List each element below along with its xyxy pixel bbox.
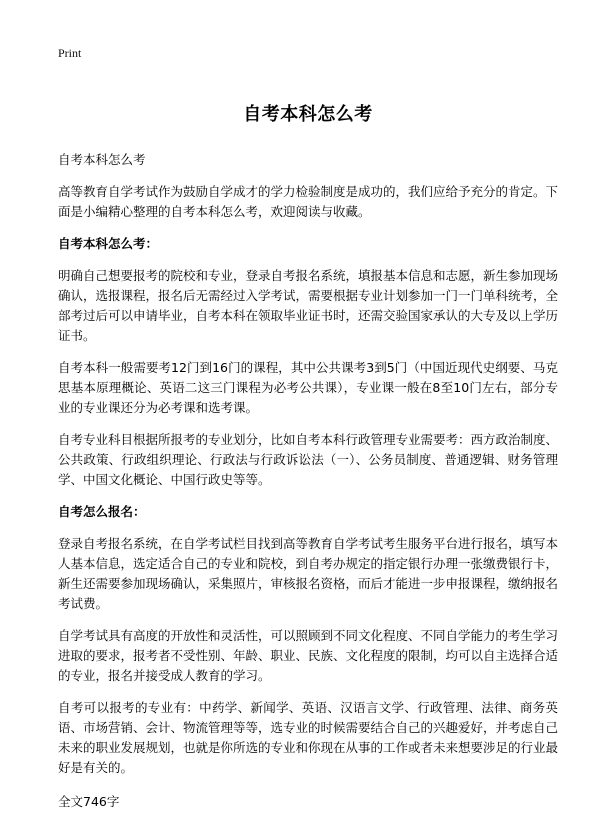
section1-paragraph-2: 自考本科一般需要考12门到16门的课程，其中公共课考3到5门（中国近现代史纲要、马克思基本原理概论、英语二这三门课程为必考公共课），专业课一般在8至10门左右，部分专业的专业课还分为必考课和选考课。: [58, 360, 558, 415]
section1-paragraph-3: 自考专业科目根据所报考的专业划分，比如自考本科行政管理专业需要考：西方政治制度、公共政策、行政组织理论、行政法与行政诉讼法（一）、公务员制度、普通逻辑、财务管理学、中国文化概论、中国行政史等等。: [58, 432, 559, 487]
word-count: 全文746字: [58, 794, 120, 809]
article-title: 自考本科怎么考: [243, 104, 373, 125]
top-spacer: [58, 46, 558, 66]
article-subtitle: 自考本科怎么考: [58, 152, 146, 167]
section2-paragraph-3: 自考可以报考的专业有：中药学、新闻学、英语、汉语言文学、行政管理、法律、商务英语、市场营销、会计、物流管理等等，选专业的时候需要结合自己的兴趣爱好，并考虑自己未来的职业发展规划，也就是你所选的专业和你现在从事的工作或者未来想要涉足的行业最好是有关的。: [58, 700, 559, 775]
section-heading-how-to-register: 自考怎么报名：: [58, 504, 146, 519]
intro-paragraph: 高等教育自学考试作为鼓励自学成才的学力检验制度是成功的，我们应给予充分的肯定。下面是小编精心整理的自考本科怎么考，欢迎阅读与收藏。: [58, 184, 559, 219]
section1-paragraph-1: 明确自己想要报考的院校和专业，登录自考报名系统，填报基本信息和志愿，新生参加现场确认，选报课程，报名后无需经过入学考试，需要根据专业计划参加一门一门单科统考，全部考过后可以申请毕业，自考本科在领取毕业证书时，还需交验国家承认的大专及以上学历证书。: [58, 268, 559, 343]
section-heading-how-to-take: 自考本科怎么考：: [58, 236, 159, 251]
print-link[interactable]: Print: [58, 46, 82, 60]
section2-paragraph-1: 登录自考报名系统，在自学考试栏目找到高等教育自学考试考生服务平台进行报名，填写本人基本信息，选定适合自己的专业和院校，到自考办规定的指定银行办理一张缴费银行卡，新生还需要参加现场确认，采集照片，审核报名资格，而后才能进一步申报课程，缴纳报名考试费。: [58, 536, 559, 611]
section2-paragraph-2: 自学考试具有高度的开放性和灵活性，可以照顾到不同文化程度、不同自学能力的考生学习进取的要求，报考者不受性别、年龄、职业、民族、文化程度的限制，均可以自主选择合适的专业，报名并接受成人教育的学习。: [58, 628, 559, 683]
